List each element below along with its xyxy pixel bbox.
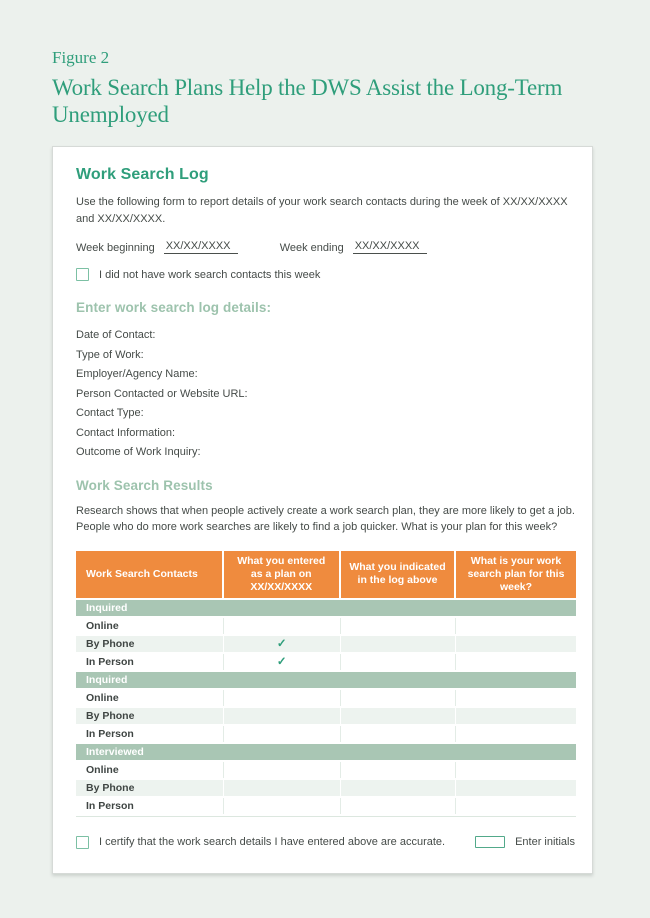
initials-label: Enter initials bbox=[515, 836, 575, 848]
results-text: Research shows that when people actively create a work search plan, they are more likely to get a job. People who do more work searches are likely to find a job quicker. What is your plan for this week? bbox=[76, 504, 575, 533]
form-intro: Use the following form to report details of your work search contacts during the week of XX/XX/XXXX and XX/XX/XXXX. bbox=[76, 196, 568, 225]
certify-label: I certify that the work search details I have entered above are accurate. bbox=[99, 836, 446, 848]
week-plan-cell[interactable] bbox=[456, 654, 576, 671]
page-title bbox=[52, 74, 650, 128]
week-ending-label: Week ending bbox=[279, 242, 344, 254]
no-contacts-checkbox[interactable] bbox=[76, 268, 89, 281]
table-row bbox=[76, 708, 576, 725]
certify-checkbox[interactable] bbox=[76, 836, 89, 849]
log-cell[interactable] bbox=[341, 618, 456, 635]
log-cell[interactable] bbox=[341, 798, 456, 815]
row-label: In Person bbox=[76, 726, 224, 743]
plan-cell[interactable] bbox=[224, 762, 342, 779]
log-cell[interactable] bbox=[341, 654, 456, 671]
week-row bbox=[76, 240, 576, 254]
field-employer-agency-name: Employer/Agency Name: bbox=[76, 368, 198, 380]
row-label: Online bbox=[76, 762, 224, 779]
table-row bbox=[76, 762, 576, 779]
plan-cell-checked[interactable]: ✓ bbox=[224, 636, 342, 653]
plan-cell[interactable] bbox=[224, 618, 342, 635]
initials-input-box[interactable] bbox=[475, 836, 505, 848]
table-row bbox=[76, 780, 576, 797]
group-header-inquired-2: Inquired bbox=[76, 672, 576, 689]
header-plan-entered: What you entered as a plan on XX/XX/XXXX bbox=[224, 551, 342, 598]
table-row bbox=[76, 636, 576, 653]
field-contact-information: Contact Information: bbox=[76, 426, 176, 439]
log-cell[interactable] bbox=[341, 708, 456, 725]
field-person-contacted: Person Contacted or Website URL: bbox=[76, 387, 248, 400]
week-beginning-label: Week beginning bbox=[76, 242, 155, 254]
plan-cell[interactable] bbox=[224, 708, 342, 725]
group-header-interviewed: Interviewed bbox=[76, 744, 576, 761]
log-cell[interactable] bbox=[341, 762, 456, 779]
table-row bbox=[76, 726, 576, 743]
row-label: By Phone bbox=[76, 780, 224, 797]
log-cell[interactable] bbox=[341, 780, 456, 797]
log-cell[interactable] bbox=[341, 690, 456, 707]
table-header-row bbox=[76, 551, 576, 598]
certify-row bbox=[76, 836, 576, 849]
plan-cell[interactable] bbox=[224, 726, 342, 743]
group-header-inquired-1: Inquired bbox=[76, 600, 576, 617]
field-type-of-work: Type of Work: bbox=[76, 348, 144, 361]
work-search-log-card bbox=[52, 146, 593, 874]
table-row bbox=[76, 618, 576, 635]
week-plan-cell[interactable] bbox=[456, 708, 576, 725]
page-title-line-1: Work Search Plans Help the DWS Assist the Long-Term bbox=[52, 75, 563, 100]
plan-cell[interactable] bbox=[224, 690, 342, 707]
no-contacts-row bbox=[76, 268, 576, 281]
details-heading: Enter work search log details: bbox=[76, 300, 272, 315]
plan-cell[interactable] bbox=[224, 798, 342, 815]
row-label: In Person bbox=[76, 798, 224, 815]
table-row bbox=[76, 798, 576, 815]
week-plan-cell[interactable] bbox=[456, 798, 576, 815]
table-row bbox=[76, 654, 576, 671]
table-row bbox=[76, 690, 576, 707]
plan-cell[interactable] bbox=[224, 780, 342, 797]
row-label: Online bbox=[76, 618, 224, 635]
field-contact-type: Contact Type: bbox=[76, 407, 144, 419]
results-heading: Work Search Results bbox=[76, 477, 213, 493]
log-cell[interactable] bbox=[341, 726, 456, 743]
row-label: By Phone bbox=[76, 636, 224, 653]
log-cell[interactable] bbox=[341, 636, 456, 653]
figure-label: Figure 2 bbox=[52, 48, 110, 67]
week-plan-cell[interactable] bbox=[456, 762, 576, 779]
row-label: In Person bbox=[76, 654, 224, 671]
detail-fields bbox=[76, 326, 576, 463]
no-contacts-label: I did not have work search contacts this week bbox=[99, 268, 321, 281]
week-plan-cell[interactable] bbox=[456, 780, 576, 797]
week-plan-cell[interactable] bbox=[456, 636, 576, 653]
page-title-line-2: Unemployed bbox=[52, 102, 169, 127]
header-plan-this-week: What is your work search plan for this week? bbox=[456, 551, 576, 598]
week-plan-cell[interactable] bbox=[456, 618, 576, 635]
plan-cell-checked[interactable]: ✓ bbox=[224, 654, 342, 671]
field-outcome-of-work-inquiry: Outcome of Work Inquiry: bbox=[76, 446, 201, 458]
week-ending-field[interactable]: XX/XX/XXXX bbox=[353, 240, 427, 254]
form-heading: Work Search Log bbox=[76, 166, 209, 183]
work-search-contacts-table bbox=[76, 551, 576, 817]
week-plan-cell[interactable] bbox=[456, 690, 576, 707]
header-log-indicated: What you indicated in the log above bbox=[341, 551, 456, 598]
week-beginning-field[interactable]: XX/XX/XXXX bbox=[164, 240, 238, 254]
row-label: Online bbox=[76, 690, 224, 707]
row-label: By Phone bbox=[76, 708, 224, 725]
header-work-search-contacts: Work Search Contacts bbox=[76, 551, 224, 598]
week-plan-cell[interactable] bbox=[456, 726, 576, 743]
field-date-of-contact: Date of Contact: bbox=[76, 329, 156, 341]
